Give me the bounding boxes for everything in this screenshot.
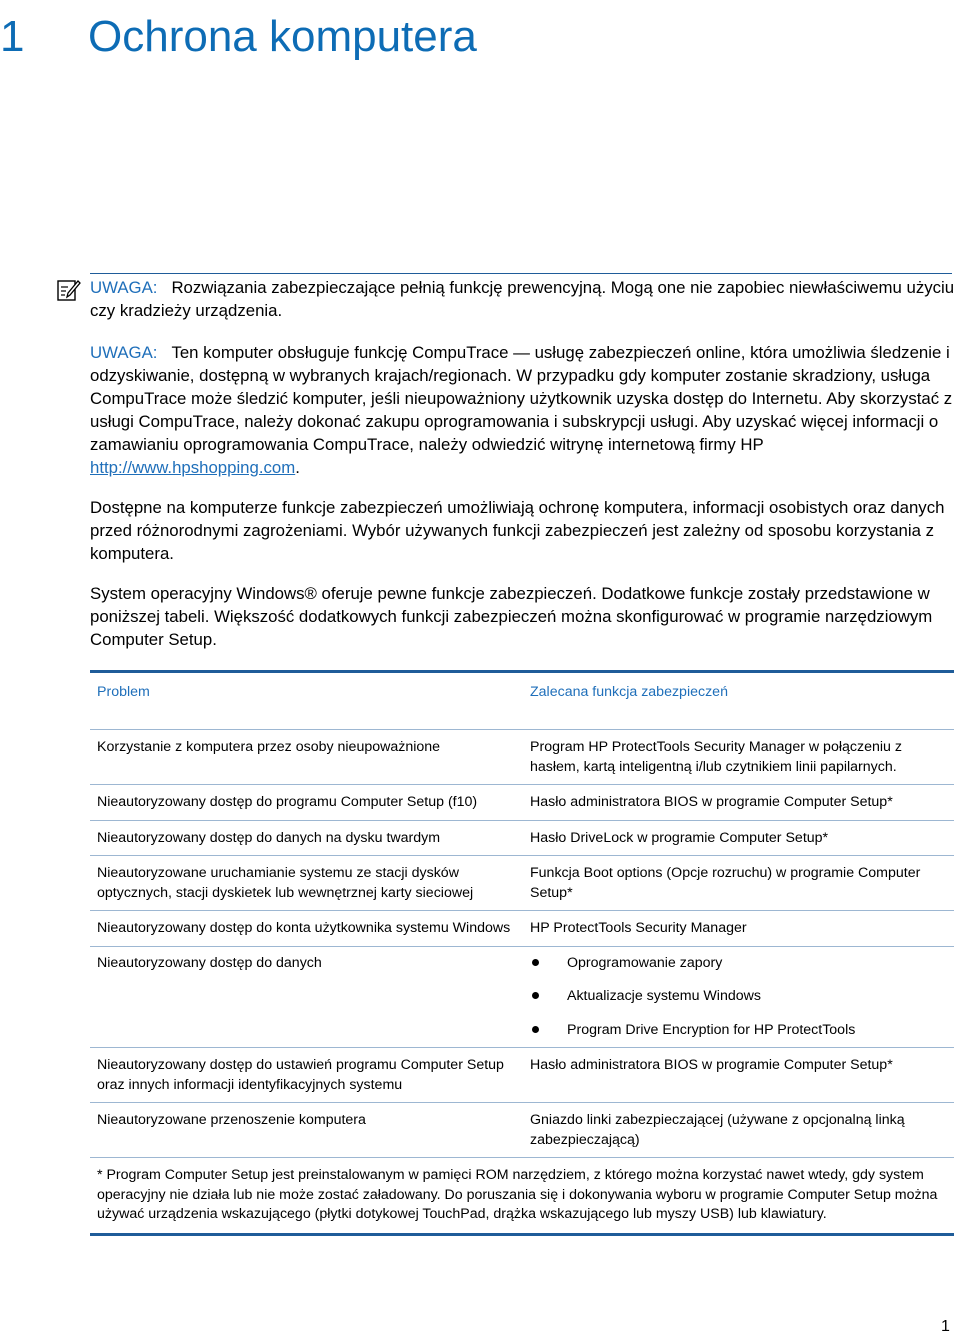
table-row (90, 946, 954, 980)
table-row (90, 1048, 954, 1103)
problem-cell: Nieautoryzowany dostęp do danych (97, 954, 322, 971)
note-rule (90, 273, 952, 274)
problem-cell: Korzystanie z komputera przez osoby nieupoważnione (97, 739, 441, 755)
problem-cell: Nieautoryzowany dostęp do danych na dysku twardym (97, 829, 441, 846)
table-footnote: * Program Computer Setup jest preinstalowanym w pamięci ROM narzędziem, z którego można korzystać nawet wtedy, gdy system operacyjny nie działa lub nie może zostać załadowany. Do poruszania się i dokonywania wyboru w programie Computer Setup można używać urządzenia wskazującego (płytki dotykowej TouchPad, drążka wskazującego lub myszy USB) lub klawiatury. (97, 1167, 938, 1222)
note-label: UWAGA: (90, 278, 158, 297)
table-row (90, 1103, 954, 1158)
note-period: . (295, 458, 300, 477)
header-problem: Problem (97, 684, 150, 700)
problem-cell: Nieautoryzowane przenoszenie komputera (97, 1112, 366, 1128)
bullet-icon (532, 959, 539, 966)
chapter-title (0, 12, 477, 62)
solution-cell: Gniazdo linki zabezpieczającej (używane z opcjonalną linką zabezpieczającą) (530, 1112, 905, 1148)
bullet-text: Oprogramowanie zapory (567, 954, 723, 971)
page-number: 1 (941, 1318, 950, 1335)
solution-bullet-item (523, 1014, 954, 1048)
table-row (90, 730, 954, 785)
security-table (90, 670, 954, 1236)
bullet-icon (532, 992, 539, 999)
bullet-text: Aktualizacje systemu Windows (567, 988, 761, 1004)
solution-cell: HP ProtectTools Security Manager (530, 920, 747, 936)
note-pencil-icon (57, 278, 81, 302)
note-label: UWAGA: (90, 343, 158, 362)
bullet-icon (532, 1026, 539, 1033)
note-text: Rozwiązania zabezpieczające pełnią funkcję prewencyjną. Mogą one nie zapobiec niewłaściwemu użyciu czy kradzieży urządzenia. (90, 278, 955, 320)
solution-cell: Funkcja Boot options (Opcje rozruchu) w programie Computer Setup* (530, 865, 921, 901)
solution-cell: Program HP ProtectTools Security Manager w połączeniu z hasłem, kartą inteligentną i/lub czytnikiem linii papilarnych. (530, 739, 902, 775)
note-1 (90, 276, 958, 322)
table-row (90, 911, 954, 947)
note-text: Ten komputer obsługuje funkcję CompuTrace — usługę zabezpieczeń online, która umożliwia śledzenie i odzyskiwanie, dostępną w wybranych krajach/regionach. W przypadku gdy komputer zostanie skradziony, usługa CompuTrace może śledzić komputer, jeśli nieupoważniony użytkownik uzyska dostęp do Internetu. Aby skorzystać z usługi CompuTrace, należy dokonać zakupu oprogramowania i subskrypcji usługi. Aby uzyskać więcej informacji o zamawianiu oprogramowania CompuTrace, należy odwiedzić witrynę internetową firmy HP (90, 343, 953, 454)
problem-cell: Nieautoryzowany dostęp do programu Computer Setup (f10) (97, 794, 478, 810)
solution-cell: Hasło administratora BIOS w programie Computer Setup* (530, 794, 893, 810)
header-solution: Zalecana funkcja zabezpieczeń (530, 684, 728, 700)
paragraph-security-features: Dostępne na komputerze funkcje zabezpieczeń umożliwiają ochronę komputera, informacji osobistych oraz danych przed różnorodnymi zagrożeniami. Wybór używanych funkcji zabezpieczeń jest zależny od sposobu korzystania z komputera. (90, 498, 945, 563)
table-row (90, 820, 954, 856)
bullet-text: Program Drive Encryption for HP ProtectTools (567, 1021, 856, 1038)
hpshopping-link[interactable]: http://www.hpshopping.com (90, 458, 296, 477)
problem-cell: Nieautoryzowany dostęp do ustawień programu Computer Setup oraz innych informacji identyfikacyjnych systemu (97, 1057, 504, 1093)
table-row (90, 856, 954, 911)
problem-cell: Nieautoryzowany dostęp do konta użytkownika systemu Windows (97, 920, 511, 936)
solution-bullet-item (523, 980, 954, 1014)
chapter-number: 1 (0, 12, 25, 61)
table-row (90, 1014, 954, 1048)
empty-cell (90, 980, 523, 1014)
table-row (90, 980, 954, 1014)
table-row (90, 785, 954, 821)
table-footnote-row (90, 1158, 954, 1235)
solution-cell: Hasło DriveLock w programie Computer Setup* (530, 829, 829, 846)
problem-cell: Nieautoryzowane uruchamianie systemu ze stacji dysków optycznych, stacji dyskietek lub wewnętrznej karty sieciowej (97, 865, 474, 901)
empty-cell (90, 1014, 523, 1048)
table-header-row (90, 672, 954, 730)
paragraph-windows-security: System operacyjny Windows® oferuje pewne funkcje zabezpieczeń. Dodatkowe funkcje zostały przedstawione w poniższej tabeli. Większość dodatkowych funkcji zabezpieczeń można skonfigurować w programie narzędziowym Computer Setup. (90, 584, 933, 649)
solution-cell: Hasło administratora BIOS w programie Computer Setup* (530, 1057, 893, 1073)
chapter-title-text: Ochrona komputera (88, 12, 477, 61)
solution-bullet-item (523, 946, 954, 980)
note-2 (90, 341, 958, 479)
